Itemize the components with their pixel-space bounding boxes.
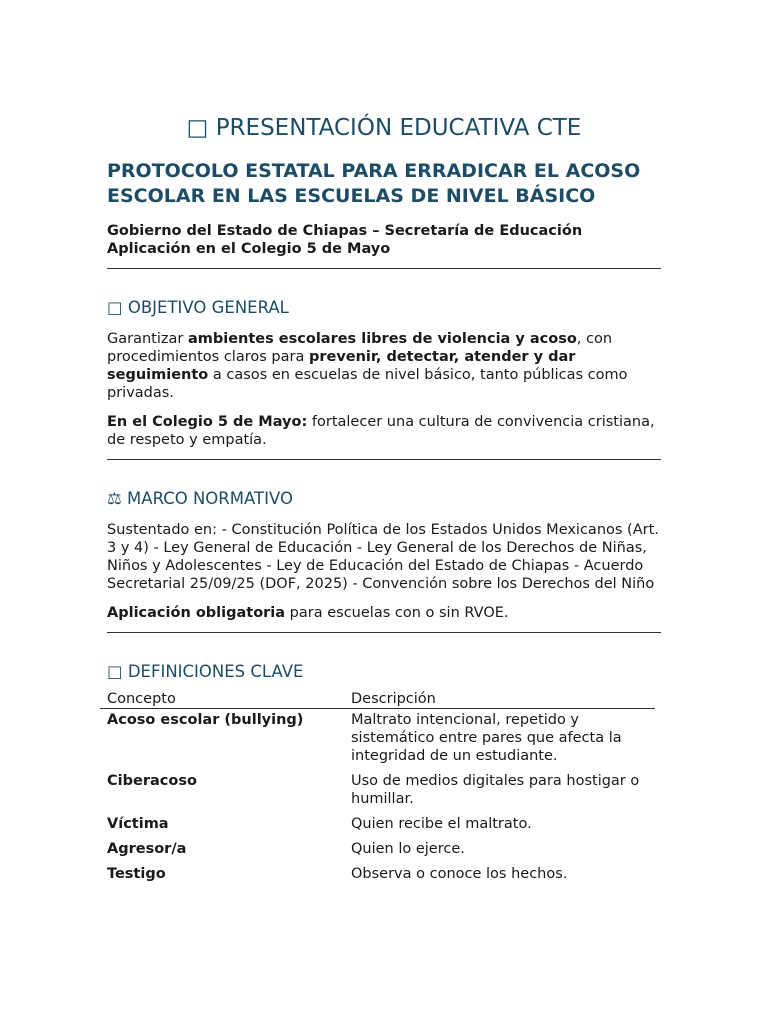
section-heading-definiciones [107,662,661,682]
text-run: para escuelas con o sin RVOE. [285,605,509,621]
target-icon: □ [107,298,123,317]
table-row [100,813,655,838]
definitions-table [100,691,655,888]
description-cell: Uso de medios digitales para hostigar o humillar. [351,773,640,807]
presentation-title [107,113,661,143]
text-bold: ambientes escolares libres de violencia y acoso [187,331,577,347]
protocol-title: PROTOCOLO ESTATAL PARA ERRADICAR EL ACOSO ESCOLAR EN LAS ESCUELAS DE NIVEL BÁSICO [107,160,641,207]
column-header-concepto: Concepto [100,691,344,709]
section-heading-objetivo [107,298,661,318]
table-row [100,838,655,863]
text-run: a casos en escuelas de nivel básico, tanto públicas como privadas. [107,367,628,401]
section-heading-text: DEFINICIONES CLAVE [127,662,304,681]
term-cell: Víctima [107,816,169,832]
section-heading-marco [107,489,661,509]
government-line: Gobierno del Estado de Chiapas – Secretaría de Educación [107,223,583,239]
divider [107,459,661,460]
term-cell: Testigo [107,866,166,882]
scales-icon: ⚖ [107,489,122,508]
description-cell: Quien recibe el maltrato. [351,816,532,832]
section-heading-text: OBJETIVO GENERAL [127,298,289,317]
colegio-paragraph [107,413,661,449]
book-icon: □ [107,662,123,681]
description-cell: Maltrato intencional, repetido y sistemático entre pares que afecta la integridad de un estudiante. [351,712,622,764]
term-cell: Agresor/a [107,841,187,857]
table-header-row [100,691,655,709]
text-run: , con procedimientos claros para [107,331,613,365]
school-line: Aplicación en el Colegio 5 de Mayo [107,241,391,257]
term-cell: Ciberacoso [107,773,197,789]
marco-paragraph: Sustentado en: - Constitución Política de los Estados Unidos Mexicanos (Art. 3 y 4) - Ley General de Educación - Ley General de los Derechos de Niñas, Niños y Adolescentes - Ley de Educación del Estado de Chiapas - Acuerdo Secretarial 25/09/25 (DOF, 2025) - Convención sobre los Derechos del Niño [107,522,659,592]
term-cell: Acoso escolar (bullying) [107,712,304,728]
aplicacion-paragraph [107,604,661,622]
description-cell: Quien lo ejerce. [351,841,465,857]
presentation-icon: □ [186,115,209,141]
description-cell: Observa o conoce los hechos. [351,866,568,882]
column-header-descripcion: Descripción [344,691,655,709]
text-bold: En el Colegio 5 de Mayo: [107,414,308,430]
table-row [100,709,655,771]
divider [107,268,661,269]
text-run: fortalecer una cultura de convivencia cristiana, de respeto y empatía. [107,414,655,448]
text-run: Garantizar [107,331,188,347]
section-heading-text: MARCO NORMATIVO [127,489,293,508]
presentation-title-text: PRESENTACIÓN EDUCATIVA CTE [215,115,582,141]
table-row [100,770,655,813]
text-bold: Aplicación obligatoria [107,605,286,621]
objetivo-paragraph [107,330,661,402]
text-bold: prevenir, detectar, atender y dar seguimiento [107,349,576,383]
table-row [100,863,655,888]
divider [107,632,661,633]
